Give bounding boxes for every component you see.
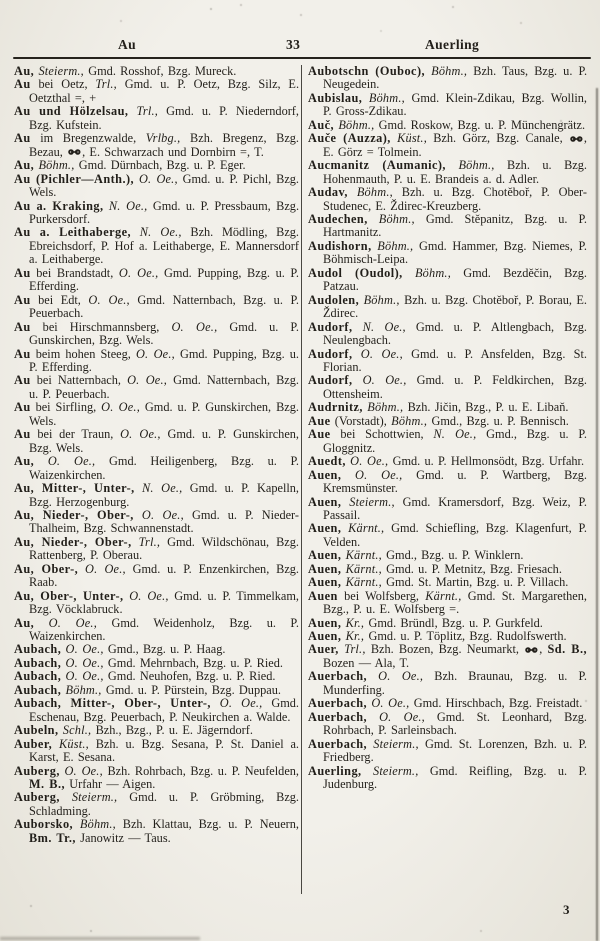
entry: Au, Nieder-, Ober-, O. Oe., Gmd. u. P. Nieder-Thalheim, Bzg. Schwannenstadt. bbox=[14, 507, 300, 536]
entry: Auen, Kr., Gmd. Bründl, Bzg. u. P. Gurkfeld. bbox=[308, 615, 543, 630]
entry: Audol (Oudol), Böhm., Gmd. Bezděčin, Bzg. Patzau. bbox=[308, 265, 587, 294]
entry: Au, Ober-, Unter-, O. Oe., Gmd. u. P. Timmelkam, Bzg. Vöcklabruck. bbox=[14, 588, 300, 617]
entry: Auče (Auzza), Küst., Bzh. Görz, Bzg. Canale, , E. Görz = Tolmein. bbox=[308, 131, 587, 159]
entry: Au, Steierm., Gmd. Rosshof, Bzg. Mureck. bbox=[14, 64, 237, 78]
entry: Aubach, O. Oe., Gmd., Bzg. u. P. Haag. bbox=[14, 642, 226, 657]
entry: Auborsko, Böhm., Bzh. Klattau, Bzg. u. P. Neuern, Bm. Tr., Janowitz — Taus. bbox=[14, 817, 299, 845]
entry: Auerbach, O. Oe., Gmd. Hirschbach, Bzg. Freistadt. bbox=[308, 696, 583, 711]
entry: Auerbach, O. Oe., Gmd. St. Leonhard, Bzg. Rohrbach, P. Sarleinsbach. bbox=[308, 709, 587, 738]
entry: Au a. Leithaberge, N. Oe., Bzh. Mödling, Bzg. Ebreichsdorf, P. Hof a. Leithaberge, E. Mannersdorf a. Leithaberge. bbox=[14, 225, 299, 267]
entry: Auen, Kärnt., Gmd., Bzg. u. P. Winklern. bbox=[308, 548, 524, 563]
entry: Auen, Steierm., Gmd. Kramersdorf, Bzg. Weiz, P. Passail. bbox=[308, 494, 587, 522]
entry: Au bei Oetz, Trl., Gmd. u. P. Oetz, Bzg. Silz, E. Oetzthal =, + bbox=[14, 77, 300, 105]
entry: Au, Ober-, O. Oe., Gmd. u. P. Enzenkirchen, Bzg. Raab. bbox=[14, 561, 300, 590]
entry: Aubach, Böhm., Gmd. u. P. Pürstein, Bzg. Duppau. bbox=[14, 682, 281, 697]
entry: Aue bei Schottwien, N. Oe., Gmd., Bzg. u. P. Gloggnitz. bbox=[308, 427, 587, 455]
entry: Au, Böhm., Gmd. Dürnbach, Bzg. u. P. Eger. bbox=[14, 158, 246, 173]
entry: Aubach, Mitter-, Ober-, Unter-, O. Oe., Gmd. Eschenau, Bzg. Peuerbach, P. Neukirchen a. Walde. bbox=[14, 696, 299, 724]
signature-number: 3 bbox=[563, 902, 570, 917]
header-page-number: 33 bbox=[286, 37, 301, 52]
entry: Audorf, O. Oe., Gmd. u. P. Ansfelden, Bzg. St. Florian. bbox=[308, 346, 587, 374]
entry: Aue (Vorstadt), Böhm., Gmd., Bzg. u. P. Bennisch. bbox=[308, 413, 569, 428]
entry: Aubeln, Schl., Bzh., Bzg., P. u. E. Jägerndorf. bbox=[14, 723, 253, 738]
entry: Auen bei Wolfsberg, Kärnt., Gmd. St. Margarethen, Bzg., P. u. E. Wolfsberg =. bbox=[308, 588, 587, 617]
entry: Auer, Trl., Bzh. Bozen, Bzg. Neumarkt, , Sd. B., Bozen — Ala, T. bbox=[308, 642, 587, 670]
posthorn-icon bbox=[67, 148, 82, 156]
entry: Au bei Sirfling, O. Oe., Gmd. u. P. Gunskirchen, Bzg. Wels. bbox=[14, 400, 299, 428]
entry: Audechen, Böhm., Gmd. Stěpanitz, Bzg. u. P. Hartmanitz. bbox=[308, 211, 587, 240]
header-keyword-left: Au bbox=[118, 37, 137, 52]
entry: Au beim hohen Steeg, O. Oe., Gmd. Pupping, Bzg. u. P. Efferding. bbox=[14, 346, 300, 374]
header-rule bbox=[13, 57, 591, 59]
entry: Auen, Kärnt., Gmd. Schiefling, Bzg. Klagenfurt, P. Velden. bbox=[308, 521, 588, 549]
entry: Auen, O. Oe., Gmd. u. P. Wartberg, Bzg. Kremsmünster. bbox=[308, 467, 587, 496]
column-divider bbox=[301, 65, 302, 894]
entry: Au bei der Traun, O. Oe., Gmd. u. P. Gunskirchen, Bzg. Wels. bbox=[14, 427, 300, 455]
entry: Aubach, O. Oe., Gmd. Mehrnbach, Bzg. u. P. Ried. bbox=[14, 655, 283, 670]
entry: Audorf, N. Oe., Gmd. u. P. Altlengbach, Bzg. Neulengbach. bbox=[308, 319, 587, 348]
entry: Aubislau, Böhm., Gmd. Klein-Zdikau, Bzg. Wollin, P. Gross-Zdikau. bbox=[308, 90, 588, 119]
column-left bbox=[14, 65, 299, 845]
entry: Auedt, O. Oe., Gmd. u. P. Hellmonsödt, Bzg. Urfahr. bbox=[308, 454, 585, 469]
entry: Auen, Kärnt., Gmd. u. P. Metnitz, Bzg. Friesach. bbox=[308, 561, 562, 576]
entry: Au, Mitter-, Unter-, N. Oe., Gmd. u. P. Kapelln, Bzg. Herzogenburg. bbox=[14, 481, 300, 509]
entry: Au bei Edt, O. Oe., Gmd. Natternbach, Bzg. u. P. Peuerbach. bbox=[14, 292, 299, 321]
entry: Audishorn, Böhm., Gmd. Hammer, Bzg. Niemes, P. Böhmisch-Leipa. bbox=[308, 238, 588, 267]
entry: Au im Bregenzwalde, Vrlbg., Bzh. Bregenz, Bzg. Bezau, , E. Schwarzach und Dornbirn =, T. bbox=[14, 131, 300, 159]
entry: Aucmanitz (Aumanic), Böhm., Bzh. u. Bzg. Hohenmauth, P. u. E. Brandeis a. d. Adler. bbox=[308, 158, 587, 186]
column-right bbox=[308, 65, 587, 791]
entry: Au, O. Oe., Gmd. Heiligenberg, Bzg. u. P. Waizenkirchen. bbox=[14, 454, 299, 482]
entry: Au, Nieder-, Ober-, Trl., Gmd. Wildschönau, Bzg. Rattenberg, P. Oberau. bbox=[14, 534, 299, 563]
entry: Au a. Kraking, N. Oe., Gmd. u. P. Pressbaum, Bzg. Purkersdorf. bbox=[14, 198, 300, 226]
entry: Auber, Küst., Bzh. u. Bzg. Sesana, P. St. Daniel a. Karst, E. Sesana. bbox=[14, 736, 299, 765]
entry: Auerling, Steierm., Gmd. Reifling, Bzg. u. P. Judenburg. bbox=[308, 763, 588, 792]
posthorn-icon bbox=[524, 646, 539, 654]
entry: Auen, Kärnt., Gmd. St. Martin, Bzg. u. P. Villach. bbox=[308, 575, 569, 590]
header-keyword-right: Auerling bbox=[425, 37, 480, 52]
entry: Aubotschn (Ouboc), Böhm., Bzh. Taus, Bzg. u. P. Neugedein. bbox=[308, 64, 588, 92]
entry: Auč, Böhm., Gmd. Roskow, Bzg. u. P. Münchengrätz. bbox=[308, 117, 586, 132]
entry: Audolen, Böhm., Bzh. u. Bzg. Chotěboř, P. Borau, E. Ždirec. bbox=[308, 292, 587, 321]
entry: Auberg, Steierm., Gmd. u. P. Gröbming, Bzg. Schladming. bbox=[14, 790, 300, 818]
posthorn-icon bbox=[569, 135, 584, 143]
entry: Au bei Brandstadt, O. Oe., Gmd. Pupping, Bzg. u. P. Efferding. bbox=[14, 265, 299, 294]
entry: Audav, Böhm., Bzh. u. Bzg. Chotěboř, P. Ober-Studenec, E. Ždirec-Kreuzberg. bbox=[308, 185, 587, 213]
entry: Au bei Natternbach, O. Oe., Gmd. Natternbach, Bzg. u. P. Peuerbach. bbox=[14, 373, 299, 401]
scan-smudge-artifact bbox=[0, 937, 200, 940]
entry: Au (Pichler—Anth.), O. Oe., Gmd. u. P. Pichl, Bzg. Wels. bbox=[14, 171, 299, 200]
entry: Auerbach, O. Oe., Bzh. Braunau, Bzg. u. P. Munderfing. bbox=[308, 669, 587, 697]
scan-noise-artifact bbox=[0, 0, 2, 2]
entry: Au, O. Oe., Gmd. Weidenholz, Bzg. u. P. Waizenkirchen. bbox=[14, 615, 299, 644]
entry: Auen, Kr., Gmd. u. P. Töplitz, Bzg. Rudolfswerth. bbox=[308, 629, 567, 644]
entry: Au und Hölzelsau, Trl., Gmd. u. P. Niederndorf, Bzg. Kufstein. bbox=[14, 104, 299, 132]
text-columns bbox=[14, 65, 588, 894]
entry: Aubach, O. Oe., Gmd. Neuhofen, Bzg. u. P. Ried. bbox=[14, 669, 276, 684]
entry: Au bei Hirschmannsberg, O. Oe., Gmd. u. P. Gunskirchen, Bzg. Wels. bbox=[14, 319, 299, 348]
entry: Audorf, O. Oe., Gmd. u. P. Feldkirchen, Bzg. Ottensheim. bbox=[308, 373, 587, 401]
entry: Auberg, O. Oe., Bzh. Rohrbach, Bzg. u. P. Neufelden, M. B., Urfahr — Aigen. bbox=[14, 763, 299, 792]
entry: Audrnitz, Böhm., Bzh. Jičin, Bzg., P. u. E. Libaň. bbox=[308, 400, 569, 415]
entry: Auerbach, Steierm., Gmd. St. Lorenzen, Bzh. u. P. Friedberg. bbox=[308, 736, 587, 765]
scan-edge-artifact bbox=[596, 88, 598, 941]
